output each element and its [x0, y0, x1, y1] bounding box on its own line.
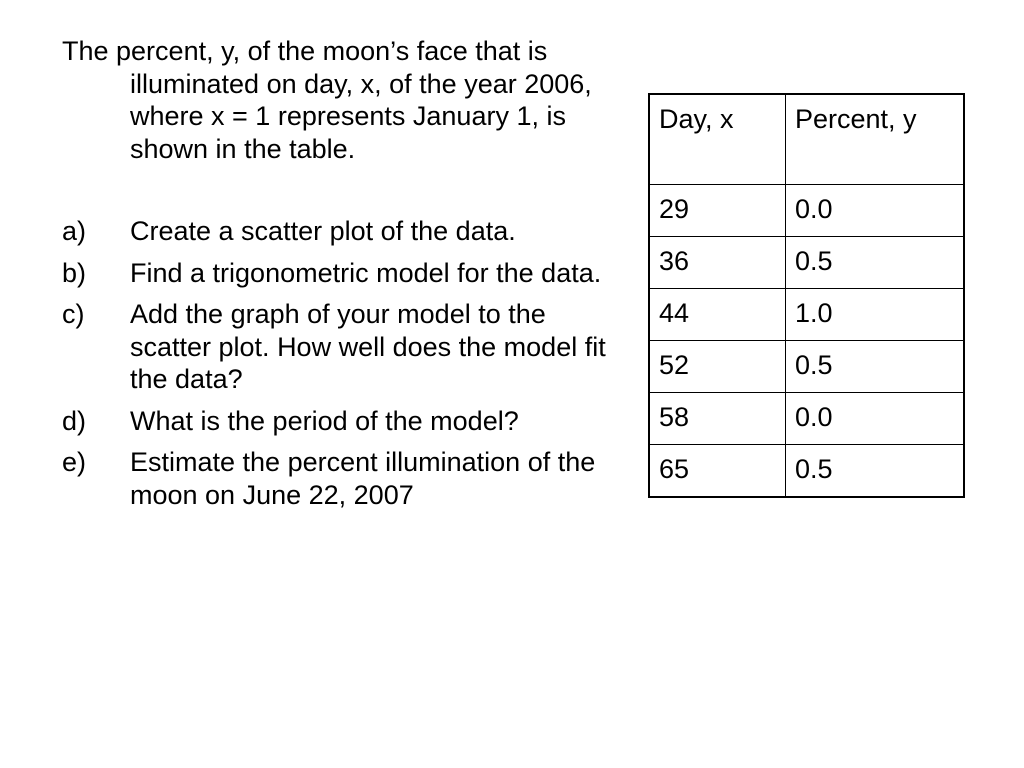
- question-marker: d): [62, 405, 87, 436]
- cell-day: 65: [649, 445, 786, 498]
- question-text: Add the graph of your model to the scatter plot. How well does the model fit the data?: [130, 299, 606, 394]
- cell-percent: 0.0: [786, 185, 965, 237]
- table-header-row: [649, 94, 964, 185]
- cell-day: 44: [649, 289, 786, 341]
- table-row: [649, 393, 964, 445]
- header-day: Day, x: [649, 94, 786, 185]
- question-text: Estimate the percent illumination of the moon on June 22, 2007: [130, 447, 596, 510]
- cell-percent: 1.0: [786, 289, 965, 341]
- table-row: [649, 445, 964, 498]
- table-row: [649, 341, 964, 393]
- question-text: Find a trigonometric model for the data.: [130, 257, 602, 288]
- data-table: [648, 93, 965, 498]
- question-marker: a): [62, 216, 87, 246]
- question-marker: e): [62, 447, 87, 477]
- header-percent: Percent, y: [786, 94, 965, 185]
- question-text: Create a scatter plot of the data.: [130, 216, 516, 246]
- cell-percent: 0.0: [786, 393, 965, 445]
- question-text: What is the period of the model?: [130, 405, 519, 436]
- question-list: [62, 215, 632, 511]
- cell-percent: 0.5: [786, 445, 965, 498]
- cell-day: 36: [649, 237, 786, 289]
- intro-paragraph: The percent, y, of the moon’s face that is illuminated on day, x, of the year 2006, where x = 1 represents January 1, is shown in the table.: [62, 36, 592, 164]
- table-row: [649, 237, 964, 289]
- cell-day: 29: [649, 185, 786, 237]
- cell-day: 52: [649, 341, 786, 393]
- question-marker: b): [62, 257, 87, 288]
- cell-percent: 0.5: [786, 237, 965, 289]
- question-c: [62, 298, 632, 396]
- question-d: [62, 405, 632, 438]
- table-row: [649, 185, 964, 237]
- question-a: [62, 215, 632, 248]
- question-e: [62, 446, 632, 511]
- question-marker: c): [62, 299, 85, 329]
- cell-percent: 0.5: [786, 341, 965, 393]
- question-b: [62, 257, 632, 290]
- problem-text: [62, 35, 632, 520]
- table-row: [649, 289, 964, 341]
- cell-day: 58: [649, 393, 786, 445]
